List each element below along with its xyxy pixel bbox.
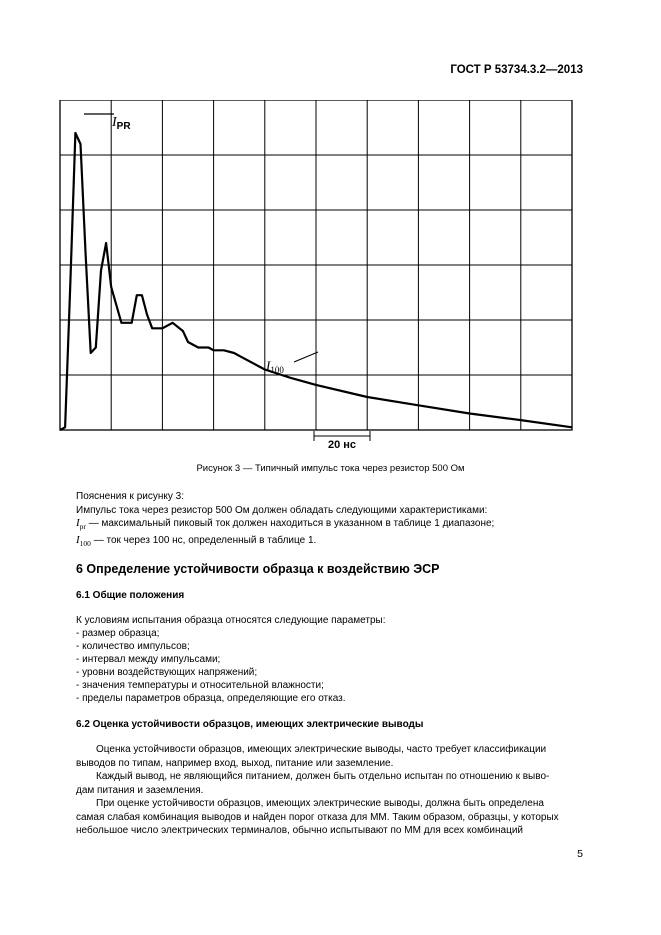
list-item: - количество импульсов; bbox=[76, 641, 190, 652]
peak-label: $I_{PR}$ bbox=[112, 115, 131, 132]
document-header: ГОСТ Р 53734.3.2—2013 bbox=[450, 64, 583, 76]
current-pulse-figure bbox=[56, 100, 576, 450]
paragraph: При оценке устойчивости образцов, имеющих электрические выводы, должна быть определена самая слабая комбинация выводов и найден порог отказа для ММ. Таким образом, образцы, у которых небольшое число электрических терминалов, обычно испытывают по ММ для всех комбинаций bbox=[76, 798, 559, 836]
notes-title: Пояснения к рисунку 3: bbox=[76, 491, 184, 502]
list-intro: К условиям испытания образца относятся следующие параметры: bbox=[76, 615, 386, 626]
section-6-title: 6 Определение устойчивости образца к воздействию ЭСР bbox=[76, 562, 440, 576]
list-item: - пределы параметров образца, определяющие его отказ. bbox=[76, 693, 346, 704]
i100-leader-line bbox=[294, 352, 318, 362]
paragraph: Каждый вывод, не являющийся питанием, должен быть отдельно испытан по отношению к выво- дам питания и заземления. bbox=[76, 771, 550, 796]
time-scale-label: 20 нс bbox=[327, 439, 357, 450]
figure-caption: Рисунок 3 — Типичный импульс тока через резистор 500 Ом bbox=[196, 463, 465, 474]
page-number: 5 bbox=[577, 848, 583, 860]
paragraph: Оценка устойчивости образцов, имеющих электрические выводы, часто требует классификации выводов по типам, например вход, выход, питание или заземление. bbox=[76, 744, 547, 769]
figure-notes bbox=[76, 490, 494, 550]
i100-label: $I_{100}$ bbox=[266, 358, 284, 375]
section-6-1-list bbox=[76, 614, 584, 705]
list-item: - размер образца; bbox=[76, 628, 160, 639]
notes-ipr: $I_{pr}$ — максимальный пиковый ток должен находиться в указанном в таблице 1 диапазоне; bbox=[76, 517, 495, 532]
section-6-2-body bbox=[76, 743, 584, 838]
chart-grid bbox=[60, 100, 572, 430]
notes-i100: $I_{100}$ — ток через 100 нс, определенный в таблице 1. bbox=[76, 533, 317, 548]
section-6-1-title: 6.1 Общие положения bbox=[76, 590, 185, 601]
section-6-2-title: 6.2 Оценка устойчивости образцов, имеющих электрические выводы bbox=[76, 719, 424, 730]
notes-line-1: Импульс тока через резистор 500 Ом должен обладать следующими характеристиками: bbox=[76, 504, 488, 516]
list-item: - уровни воздействующих напряжений; bbox=[76, 667, 258, 678]
list-item: - значения температуры и относительной влажности; bbox=[76, 680, 324, 691]
list-item: - интервал между импульсами; bbox=[76, 654, 221, 665]
